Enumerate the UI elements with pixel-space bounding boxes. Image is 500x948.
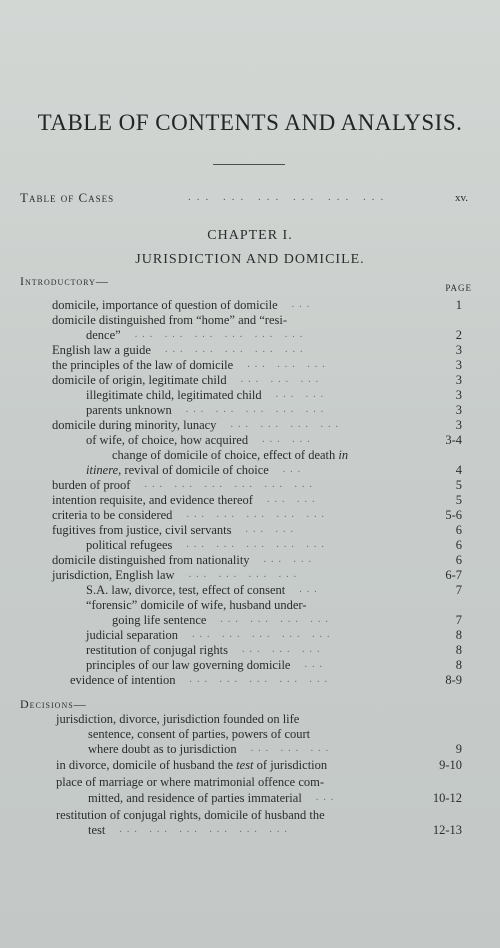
toc-entry bbox=[0, 358, 500, 374]
entry-page-number: 7 bbox=[455, 613, 462, 627]
entry-text: restitution of conjugal rights, domicile of husband the bbox=[56, 808, 325, 822]
toc-entry bbox=[0, 628, 500, 644]
entry-text: evidence of intention bbox=[70, 673, 176, 687]
toc-entry bbox=[0, 553, 500, 569]
toc-entry bbox=[0, 508, 500, 524]
toc-entry bbox=[0, 758, 500, 774]
toc-entry bbox=[0, 403, 500, 419]
toc-entry bbox=[0, 523, 500, 539]
table-of-cases-entry bbox=[20, 190, 480, 210]
entry-text: principles of our law governing domicile bbox=[86, 658, 291, 672]
toc-entry bbox=[0, 742, 500, 758]
entry-page-number: 3 bbox=[455, 388, 462, 402]
entry-text: parents unknown bbox=[86, 403, 172, 417]
entry-page-number: 6 bbox=[455, 553, 462, 567]
toc-entry bbox=[0, 727, 500, 743]
entry-text: political refugees bbox=[86, 538, 173, 552]
entry-text: burden of proof bbox=[52, 478, 131, 492]
entry-page-number: 3 bbox=[455, 358, 462, 372]
entry-text: dence” bbox=[86, 328, 121, 342]
leader-dots: ... ... ... ... ... ... bbox=[144, 479, 317, 490]
entry-text: place of marriage or where matrimonial offence com- bbox=[56, 775, 325, 789]
toc-entry bbox=[0, 791, 500, 807]
entry-page-number: 6 bbox=[455, 523, 462, 537]
leader-dots: ... ... ... bbox=[240, 374, 324, 385]
leader-dots: ... bbox=[282, 464, 306, 475]
leader-dots: ... ... ... bbox=[242, 644, 325, 655]
entry-text: fugitives from justice, civil servants bbox=[52, 523, 232, 537]
leader-dots: ... ... bbox=[266, 494, 320, 505]
leader-dots: ... ... ... ... bbox=[220, 614, 333, 625]
entry-page-number: 8-9 bbox=[445, 673, 462, 687]
entry-page-number: 5 bbox=[455, 493, 462, 507]
toc-entry bbox=[0, 598, 500, 614]
entry-page-number: 8 bbox=[455, 628, 462, 642]
entry-text: change of domicile of choice, effect of death in bbox=[112, 448, 349, 462]
entry-text: “forensic” domicile of wife, husband under- bbox=[86, 598, 307, 612]
entry-text: jurisdiction, English law bbox=[52, 568, 175, 582]
section-decisions: Decisions— bbox=[20, 697, 87, 711]
entry-page-number: 5-6 bbox=[445, 508, 462, 522]
leader-dots: ... ... ... ... ... bbox=[186, 539, 329, 550]
table-of-cases-page: xv. bbox=[454, 192, 468, 204]
leader-dots: ... ... bbox=[263, 554, 317, 565]
entry-text: mitted, and residence of parties immaterial bbox=[88, 791, 302, 805]
toc-entry bbox=[0, 433, 500, 449]
entry-page-number: 6 bbox=[455, 538, 462, 552]
entry-page-number: 5 bbox=[455, 478, 462, 492]
entry-page-number: 8 bbox=[455, 658, 462, 672]
entry-page-number: 3 bbox=[455, 373, 462, 387]
section-introductory: Introductory— bbox=[20, 274, 109, 288]
entry-text: going life sentence bbox=[112, 613, 207, 627]
leader-dots: ... ... ... ... ... bbox=[189, 674, 333, 685]
entry-page-number: 3 bbox=[455, 403, 462, 417]
toc-entry bbox=[0, 568, 500, 584]
toc-entry bbox=[0, 613, 500, 629]
leader-dots: ... ... ... ... ... ... bbox=[134, 329, 308, 340]
leader-dots: ... ... ... ... bbox=[230, 419, 343, 430]
leader-dots: ... ... ... ... bbox=[188, 569, 302, 580]
entry-text: domicile distinguished from nationality bbox=[52, 553, 250, 567]
toc-entry bbox=[0, 538, 500, 554]
leader-dots: ... ... ... bbox=[247, 359, 330, 370]
toc-entry bbox=[0, 643, 500, 659]
leader-dots: ... ... bbox=[275, 389, 329, 400]
leader-dots: ... ... ... ... ... ... bbox=[188, 191, 390, 203]
entry-text: judicial separation bbox=[86, 628, 178, 642]
entry-page-number: 1 bbox=[455, 298, 462, 312]
entry-page-number: 4 bbox=[455, 463, 462, 477]
entry-text: criteria to be considered bbox=[52, 508, 173, 522]
leader-dots: ... ... ... ... ... bbox=[164, 344, 308, 355]
leader-dots: ... bbox=[315, 792, 339, 803]
entry-page-number: 12-13 bbox=[432, 823, 462, 837]
entry-page-number: 9 bbox=[455, 742, 462, 756]
entry-text: restitution of conjugal rights bbox=[86, 643, 228, 657]
entry-text: domicile, importance of question of domicile bbox=[52, 298, 278, 312]
leader-dots: ... bbox=[299, 584, 322, 595]
entry-text: where doubt as to jurisdiction bbox=[88, 742, 237, 756]
toc-entry bbox=[0, 775, 500, 791]
toc-entry bbox=[0, 823, 500, 839]
toc-entry bbox=[0, 448, 500, 464]
page-title: TABLE OF CONTENTS AND ANALYSIS. bbox=[37, 110, 463, 135]
toc-entry bbox=[0, 673, 500, 689]
toc-entry bbox=[0, 343, 500, 359]
entry-text: domicile distinguished from “home” and “resi- bbox=[52, 313, 288, 327]
toc-entry bbox=[0, 658, 500, 674]
toc-entry bbox=[0, 583, 500, 599]
entry-page-number: 3-4 bbox=[445, 433, 462, 447]
leader-dots: ... ... ... ... ... ... bbox=[119, 824, 292, 835]
leader-dots: ... ... ... ... ... bbox=[191, 629, 335, 640]
toc-entry bbox=[0, 298, 500, 314]
toc-entry bbox=[0, 478, 500, 494]
leader-dots: ... ... bbox=[245, 524, 298, 535]
divider bbox=[213, 164, 285, 165]
entry-page-number: 9-10 bbox=[439, 758, 462, 772]
page-column-header: PAGE bbox=[445, 283, 472, 293]
entry-text: domicile during minority, lunacy bbox=[52, 418, 217, 432]
toc-entry bbox=[0, 808, 500, 824]
entry-text: itinere, revival of domicile of choice bbox=[86, 463, 269, 477]
toc-entry bbox=[0, 388, 500, 404]
leader-dots: ... bbox=[304, 659, 327, 670]
toc-entry bbox=[0, 328, 500, 344]
entry-text: the principles of the law of domicile bbox=[52, 358, 234, 372]
toc-entry bbox=[0, 313, 500, 329]
entry-text: test bbox=[88, 823, 106, 837]
entry-page-number: 7 bbox=[455, 583, 462, 597]
entry-text: domicile of origin, legitimate child bbox=[52, 373, 227, 387]
toc-entry bbox=[0, 493, 500, 509]
entry-text: S.A. law, divorce, test, effect of consent bbox=[86, 583, 286, 597]
entry-page-number: 3 bbox=[455, 418, 462, 432]
entry-text: sentence, consent of parties, powers of court bbox=[88, 727, 311, 741]
table-of-cases-label: Table of Cases bbox=[20, 190, 115, 205]
toc-entry bbox=[0, 463, 500, 479]
toc-entry bbox=[0, 712, 500, 728]
entry-text: jurisdiction, divorce, jurisdiction founded on life bbox=[56, 712, 300, 726]
entry-page-number: 3 bbox=[455, 343, 462, 357]
chapter-number: CHAPTER I. bbox=[207, 228, 293, 243]
leader-dots: ... ... ... ... ... bbox=[186, 509, 329, 520]
entry-text: English law a guide bbox=[52, 343, 151, 357]
entry-text: illegitimate child, legitimated child bbox=[86, 388, 262, 402]
entry-page-number: 6-7 bbox=[445, 568, 462, 582]
toc-entry bbox=[0, 373, 500, 389]
entry-page-number: 2 bbox=[455, 328, 462, 342]
leader-dots: ... bbox=[291, 299, 315, 310]
toc-entry bbox=[0, 418, 500, 434]
entry-text: intention requisite, and evidence thereof bbox=[52, 493, 253, 507]
leader-dots: ... ... ... ... ... bbox=[185, 404, 329, 415]
leader-dots: ... ... bbox=[262, 434, 315, 445]
entry-text: of wife, of choice, how acquired bbox=[86, 433, 249, 447]
entry-text: in divorce, domicile of husband the test of jurisdiction bbox=[56, 758, 328, 772]
entry-page-number: 8 bbox=[455, 643, 462, 657]
entry-page-number: 10-12 bbox=[432, 791, 462, 805]
chapter-title: JURISDICTION AND DOMICILE. bbox=[135, 252, 365, 267]
leader-dots: ... ... ... bbox=[250, 743, 334, 754]
